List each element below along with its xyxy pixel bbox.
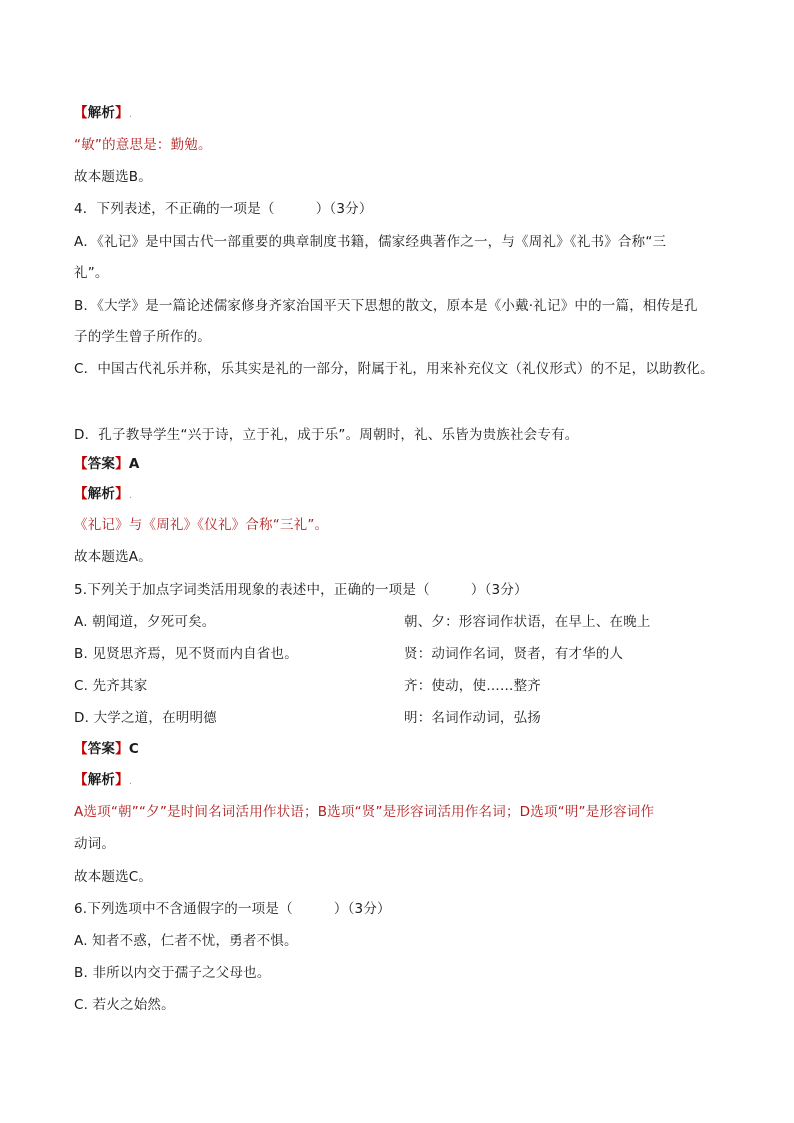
question-6-option-a: A. 知者不惑，仁者不忧，勇者不惧。 (74, 933, 298, 949)
question-4-option-a-line1: A．《礼记》是中国古代一部重要的典章制度书籍，儒家经典著作之一，与《周礼》《礼书》合称“三 (74, 234, 667, 250)
question-5-row-b: B. 见贤思齐焉，见不贤而内自省也。 贤：动词作名词，贤者，有才华的人 (74, 646, 624, 662)
question-6-option-b: B. 非所以内交于孺子之父母也。 (74, 965, 271, 981)
question-5-answer-value: C (128, 741, 139, 757)
question-4-answer-value: A (128, 456, 140, 472)
question-4-option-a-line2: 礼”。 (74, 265, 109, 281)
question-5-row-a: A. 朝闻道，夕死可矣。 朝、夕：形容词作状语，在早上、在晚上 (74, 614, 651, 630)
question-4-conclusion: 故本题选A。 (74, 549, 152, 565)
question-4-analysis-label: 【解析】. (74, 486, 133, 502)
question-4-stem: 4．下列表述，不正确的一项是（ ）（3分） (74, 201, 373, 217)
question-4-option-d: D．孔子教导学生“兴于诗，立于礼，成于乐”。周朝时，礼、乐皆为贵族社会专有。 (74, 427, 579, 443)
question-4-option-b-line1: B．《大学》是一篇论述儒家修身齐家治国平天下思想的散文，原本是《小戴·礼记》中的一篇，相传是孔 (74, 298, 698, 314)
question-5-analysis-label: 【解析】. (74, 772, 133, 788)
analysis-text: “敏”的意思是：勤勉。 (74, 137, 212, 153)
question-5-answer: 【答案】C (74, 741, 139, 757)
question-6-option-c: C. 若火之始然。 (74, 997, 175, 1013)
analysis-label: 【解析】. (74, 105, 133, 121)
question-5-analysis-line1: A选项“朝”“夕”是时间名词活用作状语；B选项“贤”是形容词活用作名词；D选项“明”是形容词作 (74, 804, 655, 820)
question-5-row-d: D. 大学之道，在明明德 明：名词作动词，弘扬 (74, 710, 541, 726)
question-5-analysis-line2: 动词。 (74, 836, 116, 852)
question-4-option-b-line2: 子的学生曾子所作的。 (74, 329, 211, 345)
question-4-option-c: C．中国古代礼乐并称，乐其实是礼的一部分，附属于礼，用来补充仪文（礼仪形式）的不足，以助教化。 (74, 361, 714, 377)
conclusion-text: 故本题选B。 (74, 169, 152, 185)
question-5-conclusion: 故本题选C。 (74, 869, 153, 885)
question-4-answer: 【答案】A (74, 456, 140, 472)
question-5-stem: 5.下列关于加点字词类活用现象的表述中，正确的一项是（ ）（3分） (74, 582, 528, 598)
question-6-stem: 6.下列选项中不含通假字的一项是（ ）（3分） (74, 901, 391, 917)
question-5-row-c: C. 先齐其家 齐：使动，使……整齐 (74, 678, 541, 694)
question-4-analysis: 《礼记》与《周礼》《仪礼》合称“三礼”。 (74, 517, 329, 533)
